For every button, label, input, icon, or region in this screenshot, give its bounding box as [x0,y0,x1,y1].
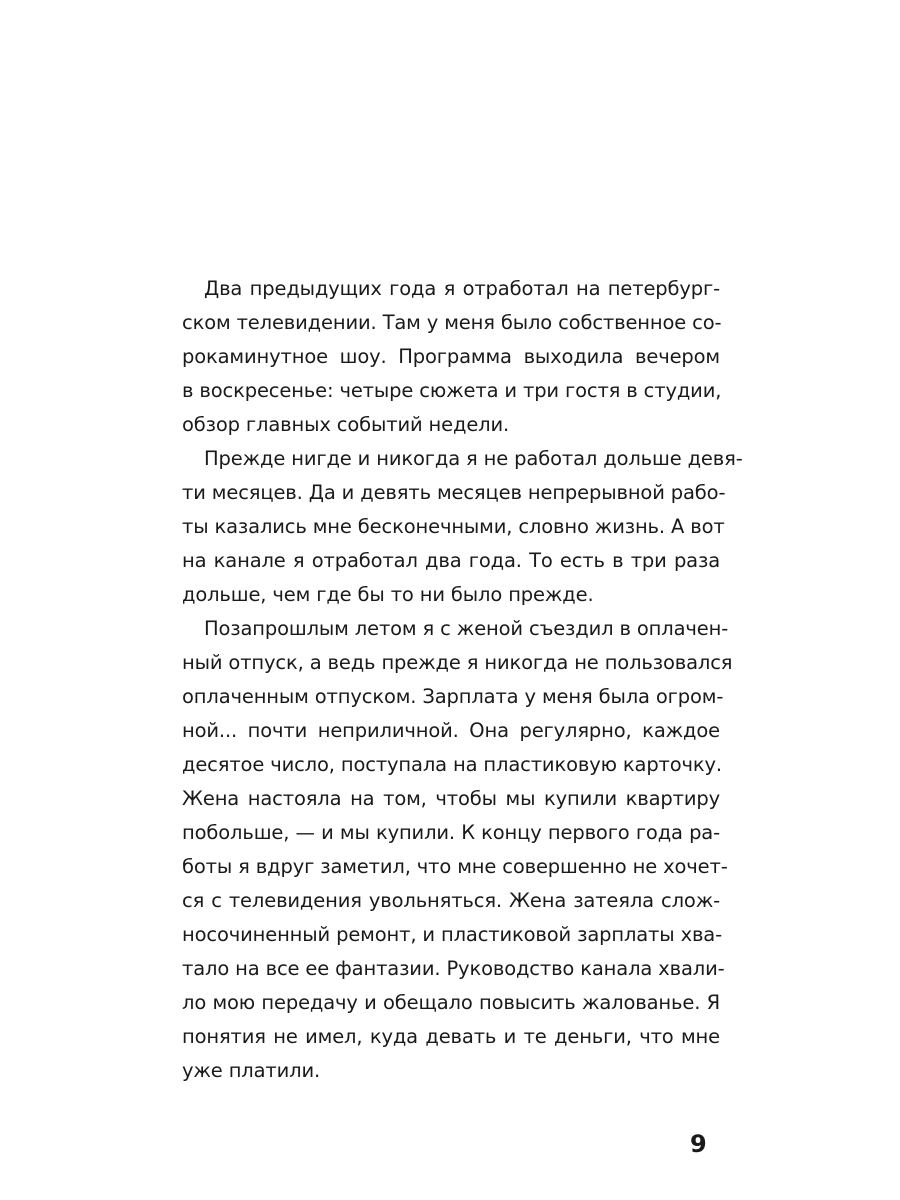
text-line: ском телевидении. Там у меня было собственное со- [182,311,722,334]
text-line: ся с телевидения увольняться. Жена затеяла слож- [182,889,720,912]
text-line: уже платили. [182,1059,321,1082]
text-line: боты я вдруг заметил, что мне совершенно не хочет- [182,855,728,878]
page-number: 9 [690,1130,707,1158]
text-line: Жена настояла на том, чтобы мы купили квартиру [182,787,720,810]
text-line: тало на все ее фантазии. Руководство канала хвали- [182,957,725,980]
text-line: десятое число, поступала на пластиковую карточку. [182,753,722,776]
text-line: дольше, чем где бы то ни было прежде. [182,583,594,606]
text-line: Два предыдущих года я отработал на петербург- [204,277,720,300]
text-line: рокаминутное шоу. Программа выходила вечером [182,345,720,368]
body-text [182,272,743,1088]
text-line: носочиненный ремонт, и пластиковой зарплаты хва- [182,923,722,946]
text-line: ло мою передачу и обещало повысить жалованье. Я [182,991,720,1014]
text-line: Позапрошлым летом я с женой съездил в оплачен- [204,617,729,640]
text-line: ный отпуск, а ведь прежде я никогда не пользовался [182,651,733,674]
text-line: Прежде нигде и никогда я не работал дольше девя- [204,447,743,470]
text-line: оплаченным отпуском. Зарплата у меня была огром- [182,685,724,708]
text-line: побольше, — и мы купили. К концу первого года ра- [182,821,720,844]
text-line: в воскресенье: четыре сюжета и три гостя в студии, [182,379,722,402]
text-line: обзор главных событий недели. [182,413,510,436]
text-line: ти месяцев. Да и девять месяцев непрерывной рабо- [182,481,726,504]
text-line: ты казались мне бесконечными, словно жизнь. А вот [182,515,725,538]
text-line: понятия не имел, куда девать и те деньги, что мне [182,1025,720,1048]
text-line: на канале я отработал два года. То есть в три раза [182,549,720,572]
text-line: ной... почти неприличной. Она регулярно, каждое [182,719,720,742]
